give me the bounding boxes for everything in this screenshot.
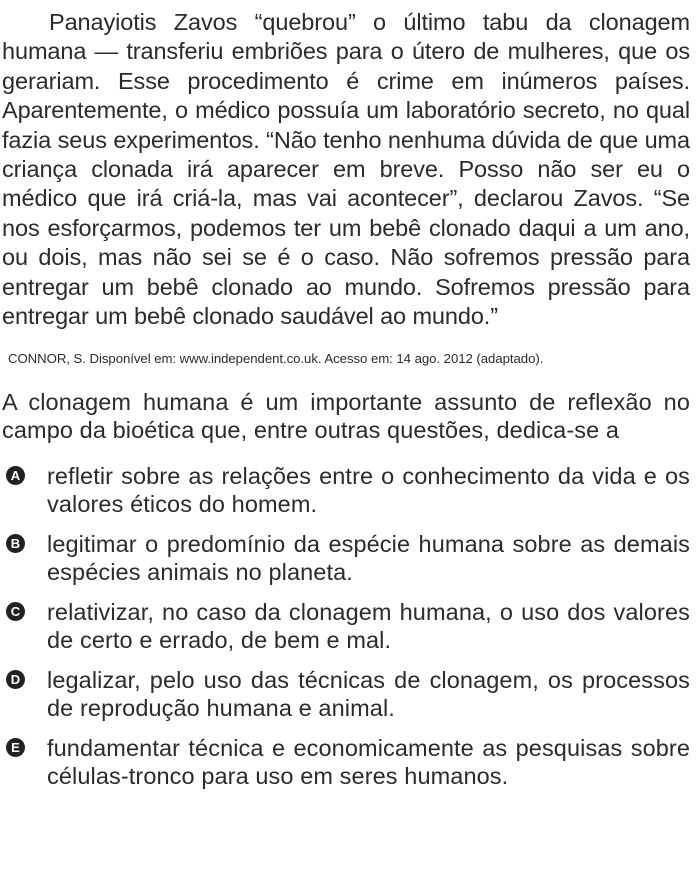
option-a[interactable]	[2, 462, 690, 518]
option-b[interactable]	[2, 530, 690, 586]
option-c-letter-badge: C	[6, 602, 25, 621]
passage-text: Panayiotis Zavos “quebrou” o último tabu da clonagem humana — transferiu embriões para o útero de mulheres, que os gerariam. Esse procedimento é crime em inúmeros países. Aparentemente, o médico possuía um laboratório secreto, no qual fazia seus experimentos. “Não tenho nenhuma dúvida de que uma criança clonada irá aparecer em breve. Posso não ser eu o médico que irá criá-la, mas vai acontecer”, declarou Zavos. “Se nos esforçarmos, podemos ter um bebê clonado daqui a um ano, ou dois, mas não sei se é o caso. Não sofremos pressão para entregar um bebê clonado ao mundo. Sofremos pressão para entregar um bebê clonado saudável ao mundo.”	[2, 9, 690, 330]
option-d-letter-badge: D	[6, 670, 25, 689]
option-c-text: relativizar, no caso da clonagem humana, o uso dos valores de certo e errado, de bem e mal.	[47, 599, 690, 654]
option-a-letter-badge: A	[6, 466, 25, 485]
option-b-letter-badge: B	[6, 534, 25, 553]
option-d-text: legalizar, pelo uso das técnicas de clonagem, os processos de reprodução humana e animal.	[47, 667, 690, 722]
answer-options	[2, 462, 690, 790]
option-e-letter-badge: E	[6, 738, 25, 757]
option-e-text: fundamentar técnica e economicamente as pesquisas sobre células-tronco para uso em seres humanos.	[47, 735, 690, 790]
source-citation: CONNOR, S. Disponível em: www.independent.co.uk. Acesso em: 14 ago. 2012 (adaptado).	[8, 351, 544, 367]
option-d[interactable]	[2, 666, 690, 722]
question-stem: A clonagem humana é um importante assunto de reflexão no campo da bioética que, entre outras questões, dedica-se a	[2, 389, 690, 444]
option-a-text: refletir sobre as relações entre o conhecimento da vida e os valores éticos do homem.	[47, 463, 690, 518]
option-b-text: legitimar o predomínio da espécie humana sobre as demais espécies animais no planeta.	[47, 531, 690, 586]
option-e[interactable]	[2, 734, 690, 790]
option-c[interactable]	[2, 598, 690, 654]
